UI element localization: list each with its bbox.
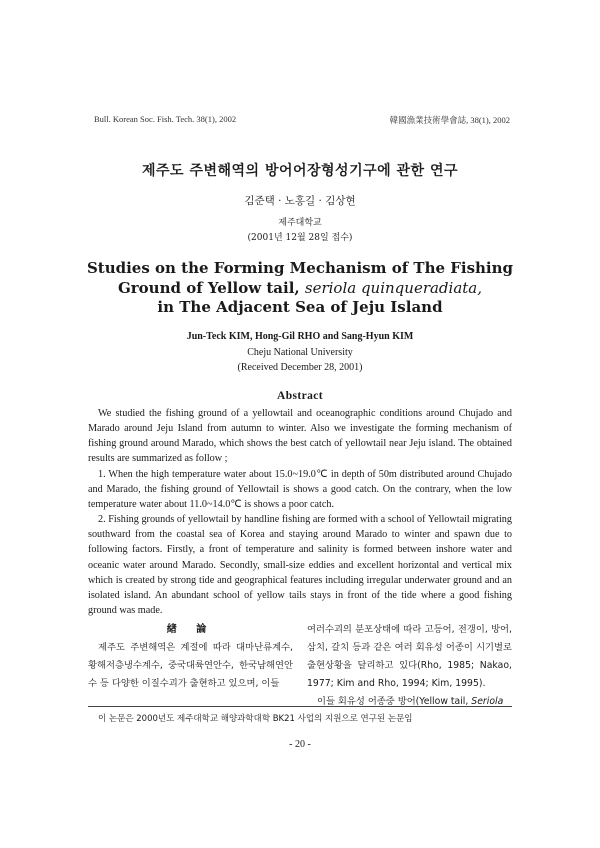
abstract-paragraph-3: 2. Fishing grounds of yellowtail by handline fishing are formed with a school of Yellowtail migrating southward from the coastal sea of Korea and staying around Marado to winter and spawn due to following factors. Firstly, a front of temperature and salinity is formed between inshore water and oceanic water around Marado. Secondly, small-size eddies and excellent horizontal and vertical mix which is created by strong tide and geographical features including irregular underwater ground and an isolated island. An abundant school of yellow tails stays in front of the tide where a good fishing ground was made. xyxy=(88,514,512,617)
korean-received-date: (2001년 12월 28일 접수) xyxy=(247,233,353,243)
introduction-heading: 緖 論 xyxy=(166,624,215,635)
english-received-date: (Received December 28, 2001) xyxy=(237,362,363,373)
journal-citation-english: Bull. Korean Soc. Fish. Tech. 38(1), 2002 xyxy=(94,114,237,124)
abstract-heading: Abstract xyxy=(277,390,323,402)
intro-left-paragraph: 제주도 주변해역은 계절에 따라 대마난류계수, 황해저층냉수계수, 중국대륙연안수, 한국남해연안수 등 다양한 이질수괴가 출현하고 있으며, 이들 xyxy=(88,642,293,689)
abstract-paragraph-2: 1. When the high temperature water about 15.0~19.0℃ in depth of 50m distributed around Chujado and Marado, the fishing ground of Yellowtail is shows a good catch. On the contrary, when the low temperature water about 11.0~14.0℃ is shows a poor catch. xyxy=(88,468,512,510)
english-title-line-2 xyxy=(0,279,600,299)
english-affiliation: Cheju National University xyxy=(247,347,353,358)
footnote-divider xyxy=(88,706,512,707)
abstract-body xyxy=(88,406,512,618)
english-title-line-3: in The Adjacent Sea of Jeju Island xyxy=(157,298,443,316)
korean-title: 제주도 주변해역의 방어어장형성기구에 관한 연구 xyxy=(142,163,458,179)
intro-right-paragraph-2-text: 이들 회유성 어종중 방어(Yellow tail, xyxy=(317,696,472,707)
english-authors: Jun-Teck KIM, Hong-Gil RHO and Sang-Hyun KIM xyxy=(186,331,414,342)
intro-right-paragraph-2 xyxy=(307,693,512,711)
species-name: seriola quinqueradiata, xyxy=(304,278,483,297)
left-column xyxy=(88,621,293,693)
right-column xyxy=(307,621,512,711)
funding-footnote: 이 논문은 2000년도 제주대학교 해양과학대학 BK21 사업의 지원으로 연구된 논문임 xyxy=(98,714,413,724)
genus-name: Seriola xyxy=(471,696,504,707)
page-number: - 20 - xyxy=(289,739,311,750)
english-title-line-2-text: Ground of Yellow tail, xyxy=(117,278,305,297)
english-title xyxy=(0,259,600,318)
korean-authors: 김준택 · 노홍길 · 김상현 xyxy=(244,195,356,207)
journal-citation-korean: 韓國漁業技術學會誌, 38(1), 2002 xyxy=(389,115,510,125)
running-header xyxy=(94,114,510,128)
korean-affiliation: 제주대학교 xyxy=(278,218,322,228)
intro-right-paragraph-1: 여러수괴의 분포상태에 따라 고등어, 전갱이, 방어, 삼치, 갈치 등과 같은 여러 회유성 어종이 시기별로 출현상황을 달리하고 있다(Rho, 1985; Nakao, 1977; Kim and Rho, 1994; Kim, 1995). xyxy=(307,624,512,689)
introduction-section xyxy=(88,621,512,707)
english-title-line-1: Studies on the Forming Mechanism of The Fishing xyxy=(86,259,514,277)
abstract-paragraph-1: We studied the fishing ground of a yellowtail and oceanographic conditions around Chujado and Marado around Jeju Island from autumn to winter. Also we investigate the forming mechanism of fishing ground around Marado, which shows the best catch of yellowtail near Jeju island. The obtained results are summarized as follow ; xyxy=(88,408,512,465)
